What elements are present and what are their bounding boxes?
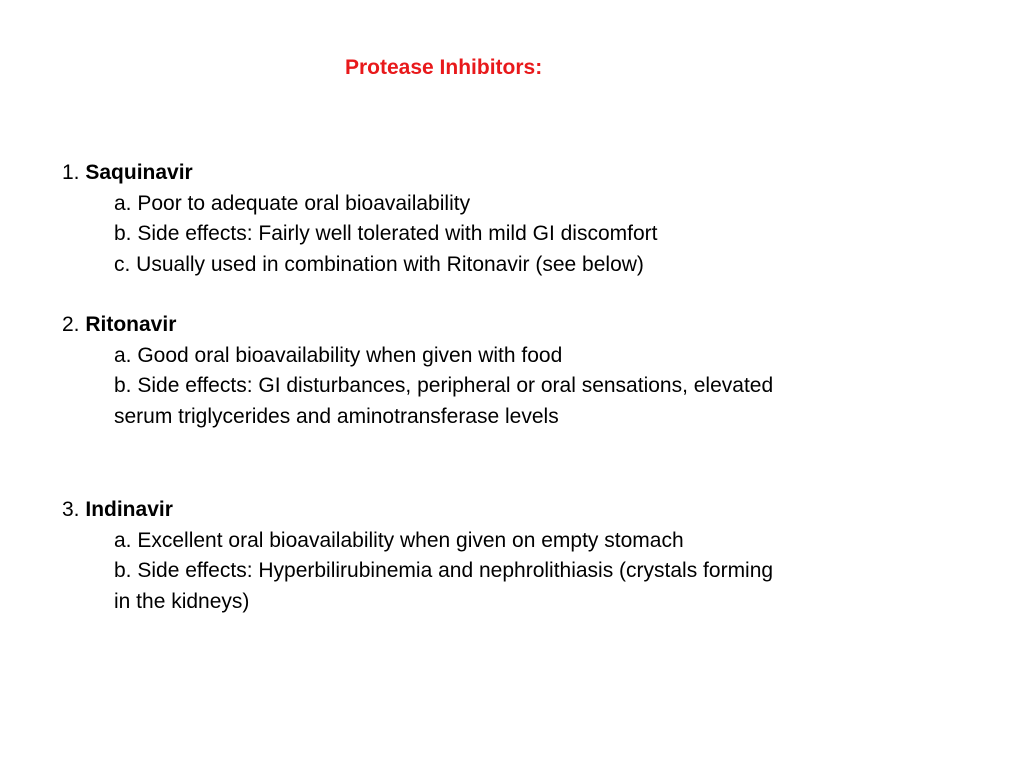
section-heading (62, 495, 942, 526)
slide-title: Protease Inhibitors: (345, 56, 543, 79)
section-heading (62, 310, 942, 341)
drug-name: Indinavir (85, 498, 173, 521)
section-number: 1. (62, 161, 80, 184)
list-item: serum triglycerides and aminotransferase levels (114, 404, 559, 428)
section-number: 2. (62, 313, 80, 336)
drug-name: Ritonavir (85, 313, 177, 336)
section-saquinavir (62, 158, 942, 280)
list-item: b. Side effects: GI disturbances, peripheral or oral sensations, elevated (114, 374, 774, 397)
list-item: a. Poor to adequate oral bioavailability (114, 191, 471, 215)
list-item: a. Excellent oral bioavailability when given on empty stomach (114, 528, 684, 552)
section-heading (62, 158, 942, 189)
list-item: a. Good oral bioavailability when given with food (114, 343, 563, 367)
drug-name: Saquinavir (85, 161, 193, 184)
section-ritonavir (62, 310, 942, 432)
list-item: in the kidneys) (114, 589, 250, 613)
section-indinavir (62, 495, 942, 617)
list-item: c. Usually used in combination with Ritonavir (see below) (114, 252, 644, 276)
list-item: b. Side effects: Fairly well tolerated with mild GI discomfort (114, 222, 658, 245)
list-item: b. Side effects: Hyperbilirubinemia and nephrolithiasis (crystals forming (114, 559, 774, 582)
section-number: 3. (62, 498, 80, 521)
